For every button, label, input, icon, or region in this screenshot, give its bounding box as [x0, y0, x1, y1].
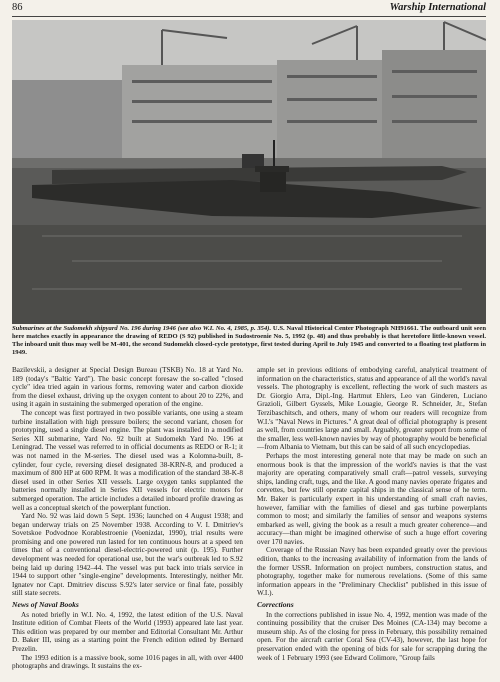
section-heading: Corrections — [257, 600, 294, 610]
journal-title: Warship International — [389, 2, 486, 13]
photo-caption — [12, 325, 486, 357]
paragraph: Bazilevskii, a designer at Special Design Bureau (TSKB) No. 18 at Yard No. 189 (today's "Baltic Yard"). The basic concept foresaw the so-called "closed cycle" idea tried again in various forms, removing water and carbon dioxide from the diesel exhaust, driving up the oxygen content to about 20 to 22%, and using it again in sustaining the submerged operation of the engine. — [12, 366, 243, 409]
paragraph: The 1993 edition is a massive book, some 1016 pages in all, with over 4400 photographs and drawings. It sustains the ex- — [12, 653, 243, 671]
page-header — [12, 2, 486, 17]
paragraph: ample set in previous editions of embodying careful, analytical treatment of information on the characteristics, status and appearance of all the world's naval vessels. The photography is excellent, reflecting the work of such masters as Dr. Giorgio Arra, Dipl.-Ing. Hartmut Ehlers, Leo van Ginderen, Luciano Grazioli, Gilbert Gyssels, Mike Louagie, George R. Schneider, Jr., Stefan Terzibaschitsch, and others, many of whom our readers will recognize from W.I.'s "Naval News in Pictures." A great deal of official photography is present as well, from countries large and small. Arguably, greater support from some of the smaller, less well-known navies by way of photography would be beneficial—from Albania to Vietnam, but this can be said of all such encyclopedias. — [257, 366, 488, 452]
paragraph: As noted briefly in W.I. No. 4, 1992, the latest edition of the U.S. Naval Institute edition of Combat Fleets of the World (1993) appeared late last year. This edition was prepared by our member and Editorial Consultant Mr. Arthur D. Baker III, using as a starting point the French edition edited by Bernard Prezelin. — [12, 610, 243, 653]
left-column — [12, 366, 243, 671]
paragraph: Perhaps the most interesting general note that may be made on such an enormous book is that the impression of the world's navies is that the vast majority are operating comparatively small craft—patrol vessels, surveying ships, landing craft, tugs, and the like. A good many navies operate frigates and corvettes, but few still operate capital ships in the classical sense of he term. Mr. Baker is particularly expert in his understanding of small craft navies, however, familiar with the families of diesel and gas turbine powerplants common to most; and similarly the families of sensor and weapons systems embarked as well, giving the book as a result a much greater coherence—and accuracy—than might be imagined otherwise of such a huge effort covering over 170 navies. — [257, 451, 487, 546]
paragraph: The concept was first portrayed in two possible variants, one using a steam turbine installation with high pressure boilers; the second variant, chosen for prototyping, used a single diesel engine. The plant was installed in a modified Series XII submarine, Yard No. 92 built at Sudomekh Yard No. 196 at Leningrad. The vessel was referred to in official documents as REDO or R-1; it was not named in the M-series. The diesel used was a Kolomna-built, 8-cylinder, four cycle, reversing diesel designated 38-KRN-8, and produced a maximum of 800 HP at 600 RPM. It was a modification of the standard 38-K-8 diesel used in other Series XII vessels. Large oxygen tanks supplanted the batteries normally installed in Series XII vessels for electric motors for submerged operation. The article includes a detailed inboard profile drawing as well as a conceptual sketch of the powerplant function. — [12, 408, 243, 512]
caption-lead: Submarines at the Sudomekh shipyard No. 196 during 1946 (see also W.I. No. 4, 1985, p. 354). — [12, 325, 272, 332]
paragraph: Yard No. 92 was laid down 5 Sept. 1936; launched on 4 August 1938; and began underway trials on 25 November 1938. According to V. I. Dmitriev's Sovetskoe Podvodnoe Korablestroenie (Voenizdat, 1990), trial results were promising and one powered run lasted for ten continuous hours at a speed ten times that of a conventional diesel-electric-powered unit (p. 195). Further development was needed for operational use, but the war's outbreak led to S.92 being laid up during 1942–44. The vessel was put back into trials service in 1944 to support other "single-engine" developments. Interestingly, neither Mr. Ignatev nor Capt. Dmitriev discuss S.92's later service or final fate, possibly still state secrets. — [12, 512, 243, 598]
caption-body: U.S. Naval Historical Center Photograph NH91661. The outboard unit seen here matches exactly in appearance the drawing of REDO (S 92) published in Sudostroenie No. 5, 1992 (p. 48) and thus probably is that heretofore little-known vessel. The inboard unit thus may well be M-401, the second Sudomekh closed-cycle prototype, first tested during April to July 1945 and converted to a floating test platform in 1949. — [12, 325, 486, 357]
section-heading: News of Naval Books — [12, 600, 79, 610]
paragraph: In the corrections published in issue No. 4, 1992, mention was made of the continuing possibility that the cruiser Des Moines (CA-134) may become a museum ship. As of the closing for press in February, this possibility remained open. For the aircraft carrier Coral Sea (CV-43), however, the last hope for preservation ended with the opening of bids for sale for scrapping during the week of 1 February 1993 (see Edward Colimore, "Group fails — [257, 610, 487, 662]
submarine-photo — [12, 20, 486, 324]
right-column — [257, 366, 487, 662]
paragraph: Coverage of the Russian Navy has been expanded greatly over the previous edition, thanks to the increasing availability of information from the lands of the former USSR. Information on project numbers, construction status, and photography, together make for numerous revelations. (Some of this same information appears in the "Preliminary Checklist" published in this issue of W.I.). — [257, 546, 487, 598]
page-number: 86 — [12, 2, 23, 13]
